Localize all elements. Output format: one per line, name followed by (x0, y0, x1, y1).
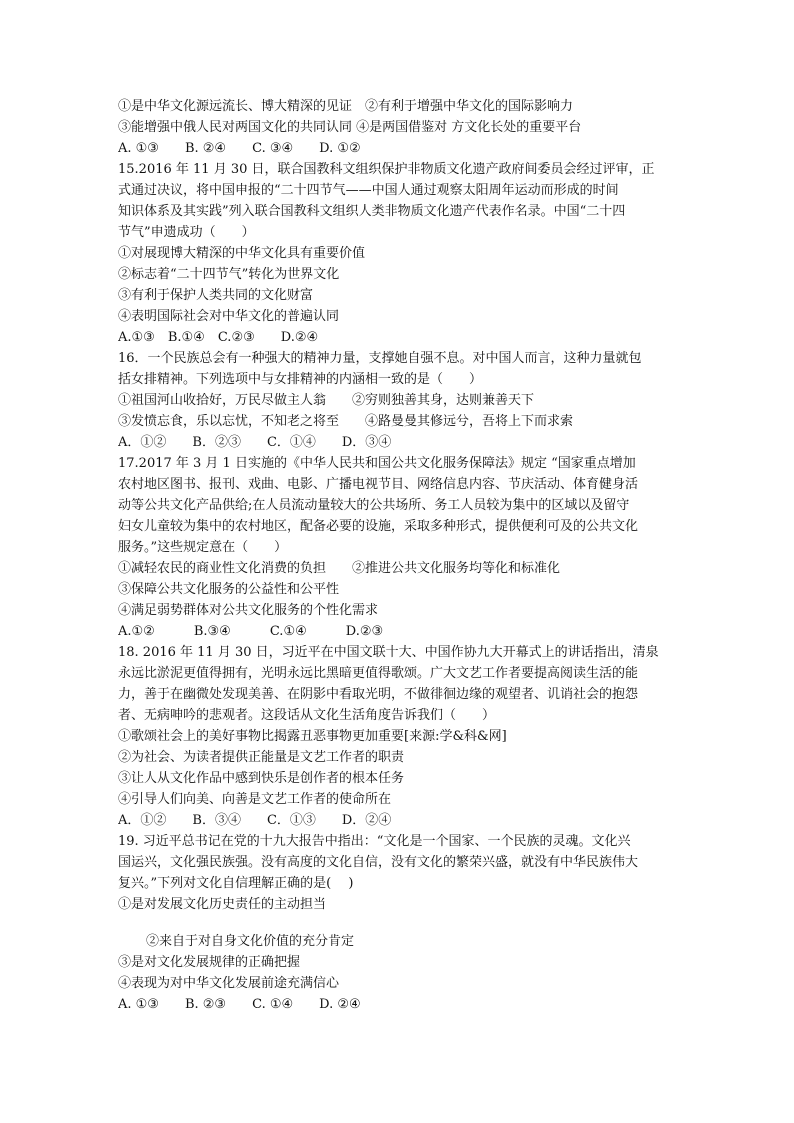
text-line: 复兴。”下列对文化自信理解正确的是( ) (118, 876, 354, 891)
question-18-stem: 18. 2016 年 11 月 30 日，习近平在中国文联十大、中国作协九大开幕式上的讲话指出，清泉 (118, 645, 659, 660)
text-line: ③保障公共文化服务的公益性和公平性 (118, 582, 340, 597)
text-line: ①对展现博大精深的中华文化具有重要价值 (118, 246, 366, 261)
answer-options: A. ①③ B. ②③ C. ①④ D. ②④ (118, 997, 361, 1012)
text-line: ①歌颂社会上的美好事物比揭露丑恶事物更加重要[来源:学&科&网] (118, 729, 507, 744)
text-line: 知识体系及其实践”列入联合国教科文组织人类非物质文化遗产代表作名录。中国“二十四 (118, 204, 626, 219)
text-line: ④引导人们向美、向善是文艺工作者的使命所在 (118, 792, 392, 807)
text-line: ①是对发展文化历史责任的主动担当 (118, 897, 327, 912)
text-line: ①祖国河山收拾好，万民尽做主人翁 ②穷则独善其身，达则兼善天下 (118, 393, 535, 408)
text-line: ②为社会、为读者提供正能量是文艺工作者的职责 (118, 750, 405, 765)
text-line: 动等公共文化产品供给;在人员流动量较大的公共场所、务工人员较为集中的区域以及留守 (118, 498, 630, 513)
text-line: ④表现为对中华文化发展前途充满信心 (118, 976, 340, 991)
text-line: ③发愤忘食，乐以忘忧，不知老之将至 ④路曼曼其修远兮，吾将上下而求索 (118, 414, 574, 429)
text-line: 括女排精神。下列选项中与女排精神的内涵相一致的是（ ） (118, 372, 483, 387)
text-line: 力，善于在幽微处发现美善、在阴影中看取光明，不做徘徊边缘的观望者、讥诮社会的抱怨 (118, 687, 639, 702)
answer-options: A.①② B.③④ C.①④ D.②③ (118, 624, 384, 639)
question-16-stem: 16．一个民族总会有一种强大的精神力量，支撑她自强不息。对中国人而言，这种力量就包 (118, 351, 642, 366)
text-line: ②标志着“二十四节气”转化为世界文化 (118, 267, 340, 282)
document-page (118, 96, 678, 1015)
text-line: 国运兴，文化强民族强。没有高度的文化自信，没有文化的繁荣兴盛，就没有中华民族伟大 (118, 855, 639, 870)
indented-text-line: ②来自于对自身文化价值的充分肯定 (146, 934, 355, 949)
text-line: ③能增强中俄人民对两国文化的共同认同 ④是两国借鉴对 方文化长处的重要平台 (118, 120, 582, 135)
text-line: 式通过决议，将中国申报的“二十四节气——中国人通过观察太阳周年运动而形成的时间 (118, 183, 619, 198)
text-line: ③有利于保护人类共同的文化财富 (118, 288, 314, 303)
answer-options: A. ①③ B. ②④ C. ③④ D. ①② (118, 141, 361, 156)
text-line: 妇女儿童较为集中的农村地区，配备必要的设施，采取多种形式，提供便利可及的公共文化 (118, 519, 639, 534)
text-line: 服务。”这些规定意在（ ） (118, 540, 288, 555)
answer-options: A.①③ B.①④ C.②③ D.②④ (118, 330, 319, 345)
text-line: ①是中华文化源远流长、博大精深的见证 ②有利于增强中华文化的国际影响力 (118, 99, 574, 114)
answer-options: A．①② B．③④ C．①③ D．②④ (118, 813, 392, 828)
text-line: 永远比淤泥更值得拥有，光明永远比黑暗更值得歌颂。广大文艺工作者要提高阅读生活的能 (118, 666, 639, 681)
question-17-stem: 17.2017 年 3 月 1 日实施的《中华人民共和国公共文化服务保障法》规定 “国家重点增加 (118, 456, 636, 471)
text-line: 农村地区图书、报刊、戏曲、电影、广播电视节目、网络信息内容、节庆活动、体育健身活 (118, 477, 639, 492)
text-line: ③是对文化发展规律的正确把握 (118, 955, 301, 970)
answer-options: A．①② B．②③ C．①④ D．③④ (118, 435, 392, 450)
text-line: 节气”申遗成功（ ） (118, 225, 255, 240)
question-19-stem: 19. 习近平总书记在党的十九大报告中指出：“文化是一个国家、一个民族的灵魂。文化兴 (118, 834, 631, 849)
text-line: ③让人从文化作品中感到快乐是创作者的根本任务 (118, 771, 405, 786)
question-15-stem: 15.2016 年 11 月 30 日，联合国教科文组织保护非物质文化遗产政府间委员会经过评审，正 (118, 162, 655, 177)
text-line: ④表明国际社会对中华文化的普遍认同 (118, 309, 340, 324)
text-line: 者、无病呻吟的悲观者。这段话从文化生活角度告诉我们（ ） (118, 708, 496, 723)
text-line: ①减轻农民的商业性文化消费的负担 ②推进公共文化服务均等化和标准化 (118, 561, 561, 576)
text-line: ④满足弱势群体对公共文化服务的个性化需求 (118, 603, 379, 618)
